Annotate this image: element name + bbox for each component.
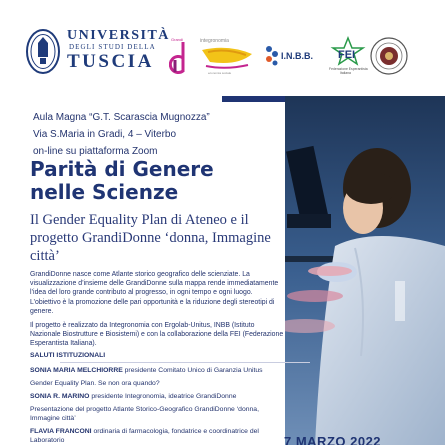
grandidonne-logo-icon <box>169 34 191 76</box>
event-date: 7 MARZO 2022 <box>284 434 382 445</box>
svg-text:I.N.B.B.: I.N.B.B. <box>281 51 314 61</box>
program-item-role: Presentazione del progetto Atlante Storico-Geografico GrandiDonne ‘donna, Immagine città’ <box>30 406 259 422</box>
program-item-name: SONIA R. MARINO <box>30 393 90 400</box>
title-line1: Parità di Genere <box>30 157 214 181</box>
program-item-role: presidente Integronomia, ideatrice GrandiDonne <box>91 393 237 400</box>
seal-logo-icon <box>370 37 408 75</box>
lab-photo <box>285 96 445 445</box>
inbb-logo-icon <box>264 42 322 68</box>
integronomia-logo-icon <box>198 36 256 76</box>
title-line2: nelle Scienze <box>30 180 179 204</box>
program-item-name: SONIA MARIA MELCHIORRE <box>30 367 123 374</box>
fei-logo-icon <box>328 36 368 76</box>
university-name-line3: TUSCIA <box>67 51 154 72</box>
program-item <box>30 366 285 375</box>
program-item-role: presidente Comitato Unico di Garanzia Unitus <box>124 367 263 374</box>
subtitle: Il Gender Equality Plan di Ateneo e il progetto GrandiDonne ‘donna, Immagine città’ <box>30 212 271 264</box>
program-item <box>30 392 285 401</box>
svg-text:Italiana: Italiana <box>340 71 351 75</box>
logo-header <box>0 0 445 96</box>
program-item <box>30 427 285 445</box>
program-item-role: ordinaria di farmacologia, fondatrice e coordinatrice del Laboratorio <box>30 428 259 444</box>
university-name-line1: UNIVERSITÀ <box>67 28 170 43</box>
svg-text:Federazione Esperantista: Federazione Esperantista <box>329 67 368 71</box>
program <box>30 351 285 445</box>
description-paragraph-1: GrandiDonne nasce come Atlante storico geografico delle scienziate. La visualizzazione d’insieme delle GrandiDonne sulla mappa rende immediatamente l’idea del loro grande contributo al progresso, in ogni tempo e ogni luogo. L’obiettivo è la promozione delle pari opportunità e la riduzione degli stereotipi di genere. <box>30 271 279 315</box>
program-divider <box>60 362 310 363</box>
svg-text:economia sociale: economia sociale <box>208 71 232 75</box>
description-paragraph-2: Il progetto è realizzato da Integronomia con Ergolab-Unitus, INBB (Istituto Nazionale Biostrutture e Biosistemi) e con la collaborazione della FEI (Federazione Esperantista Italiana). <box>30 322 284 348</box>
university-seal-icon <box>26 29 60 74</box>
program-item-name: FLAVIA FRANCONI <box>30 428 92 435</box>
svg-text:Grandi: Grandi <box>171 37 184 42</box>
svg-text:integronomia: integronomia <box>200 38 229 44</box>
event-venue-block <box>33 109 210 160</box>
program-item-role: Gender Equality Plan. Se non ora quando? <box>30 380 160 387</box>
program-item <box>30 379 285 388</box>
venue-online: on-line su piattaforma Zoom <box>33 146 158 157</box>
program-item <box>30 405 285 423</box>
description <box>30 270 285 354</box>
venue-address: Via S.Maria in Gradi, 4 – Viterbo <box>33 129 177 140</box>
university-name-line2: DEGLI STUDI DELLA <box>69 43 156 51</box>
venue-name: Aula Magna “G.T. Scarascia Mugnozza” <box>33 112 210 123</box>
page-title <box>30 158 214 204</box>
svg-text:FEI: FEI <box>338 49 356 61</box>
program-heading: SALUTI ISTITUZIONALI <box>30 352 106 359</box>
university-name <box>67 28 170 72</box>
